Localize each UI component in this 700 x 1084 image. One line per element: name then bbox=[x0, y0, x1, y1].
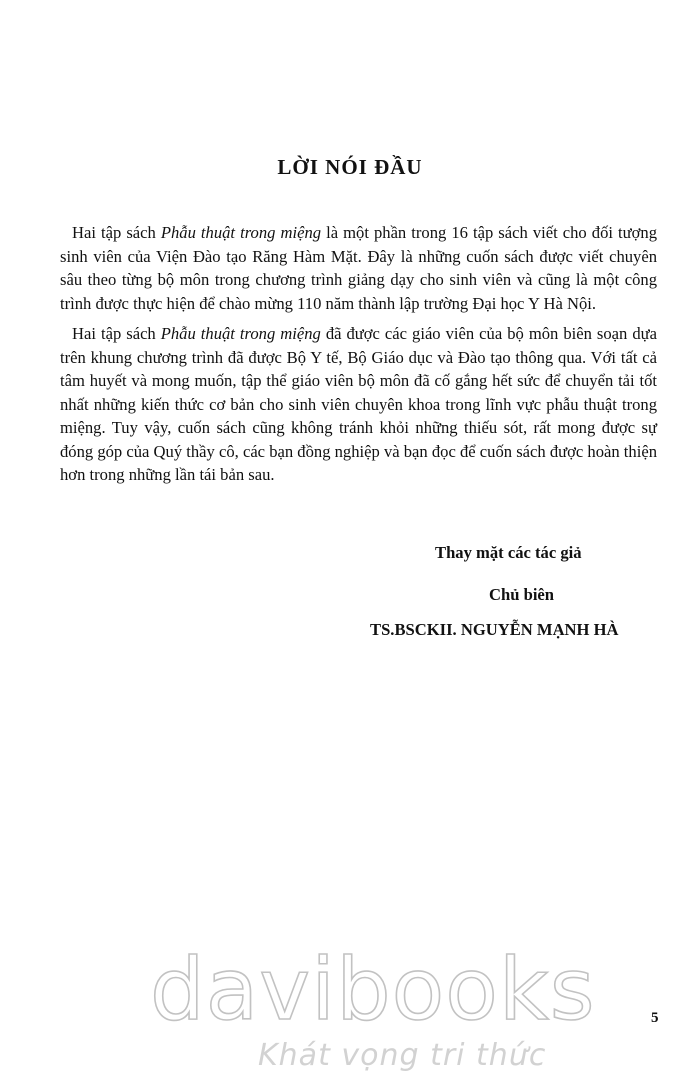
page-number: 5 bbox=[651, 1010, 659, 1026]
paragraph-1-start: Hai tập sách bbox=[72, 223, 161, 242]
signature-on-behalf: Thay mặt các tác giả bbox=[435, 543, 582, 562]
paragraph-1 bbox=[60, 221, 657, 315]
paragraph-1-rest: là một phần trong 16 tập sách viết cho đối tượng sinh viên của Viện Đào tạo Răng Hàm Mặt. Đây là những cuốn sách được viết chuyên sâu theo từng bộ môn trong chương trình giảng dạy cho sinh viên và cũng là một công trình được thực hiện để chào mừng 110 năm thành lập trường Đại học Y Hà Nội. bbox=[60, 223, 657, 313]
paragraph-2-start: Hai tập sách bbox=[72, 324, 161, 343]
page-title: LỜI NÓI ĐẦU bbox=[277, 155, 423, 179]
watermark-brand: davibooks bbox=[150, 940, 596, 1040]
signature-role: Chủ biên bbox=[489, 585, 555, 604]
paragraph-2-rest: đã được các giáo viên của bộ môn biên soạn dựa trên khung chương trình đã được Bộ Y tế, Bộ Giáo dục và Đào tạo thông qua. Với tất cả tâm huyết và mong muốn, tập thể giáo viên bộ môn đã cố gắng hết sức để chuyển tải tốt nhất những kiến thức cơ bản cho sinh viên chuyên khoa trong lĩnh vực phẫu thuật trong miệng. Tuy vậy, cuốn sách cũng không tránh khỏi những thiếu sót, rất mong được sự đóng góp của Quý thầy cô, các bạn đồng nghiệp và bạn đọc để cuốn sách được hoàn thiện hơn trong những lần tái bản sau. bbox=[60, 324, 657, 484]
signature-name: TS.BSCKII. NGUYỄN MẠNH HÀ bbox=[370, 620, 619, 639]
watermark bbox=[0, 940, 700, 1084]
book-title-italic: Phẫu thuật trong miệng bbox=[160, 223, 322, 242]
book-title-italic: Phẫu thuật trong miệng bbox=[160, 324, 321, 343]
paragraph-2 bbox=[60, 322, 657, 487]
preface-body bbox=[60, 221, 657, 494]
watermark-tagline: Khát vọng tri thức bbox=[258, 1038, 547, 1073]
